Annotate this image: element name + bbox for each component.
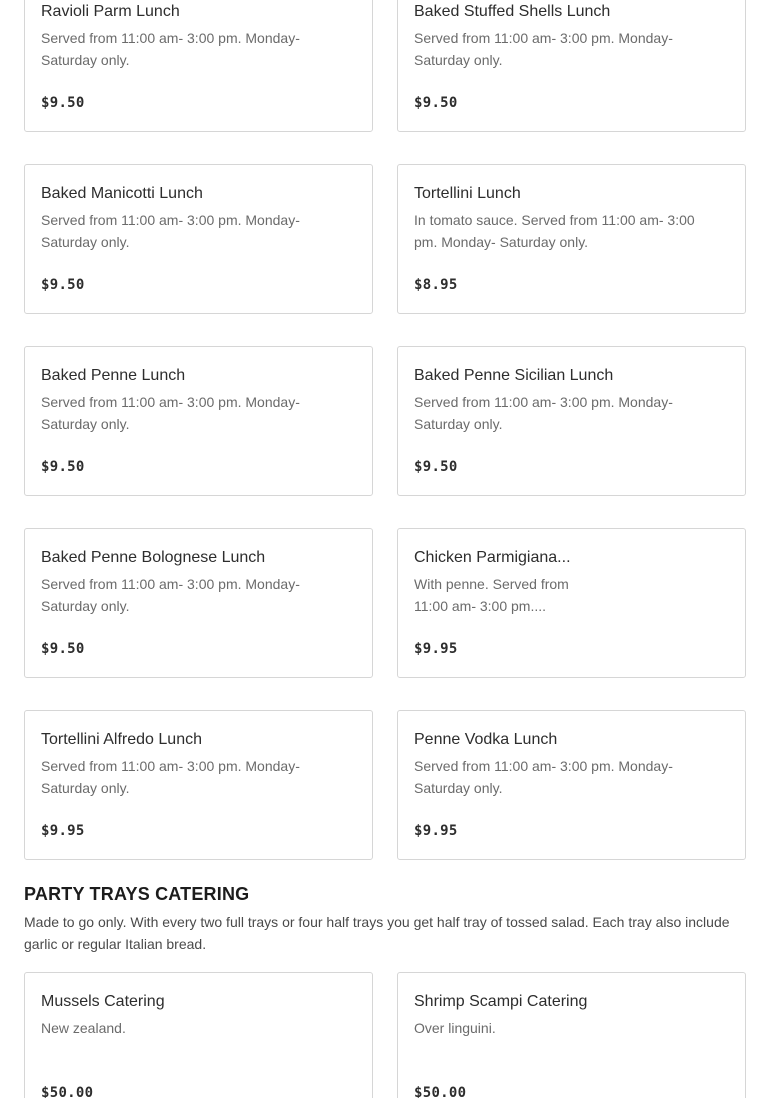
menu-item-card[interactable]	[24, 164, 373, 314]
menu-item-name: Baked Manicotti Lunch	[41, 185, 203, 202]
menu-item-price: $9.50	[414, 95, 458, 111]
menu-item-card[interactable]	[24, 346, 373, 496]
menu-item-description: Served from 11:00 am- 3:00 pm. Monday- Saturday only.	[414, 394, 673, 432]
menu-item-price: $9.95	[414, 641, 458, 657]
menu-item-price: $9.50	[41, 95, 85, 111]
menu-item-name: Baked Stuffed Shells Lunch	[414, 3, 611, 20]
menu-item-price: $9.50	[414, 459, 458, 475]
section-title: PARTY TRAYS CATERING	[24, 884, 250, 904]
menu-item-name: Mussels Catering	[41, 993, 165, 1010]
menu-item-price: $9.50	[41, 459, 85, 475]
menu-item-card[interactable]	[24, 0, 373, 132]
menu-item-card[interactable]	[24, 528, 373, 678]
menu-item-price: $50.00	[41, 1085, 94, 1098]
menu-item-description: Over linguini.	[414, 1020, 496, 1036]
menu-item-description: Served from 11:00 am- 3:00 pm. Monday- Saturday only.	[414, 30, 673, 68]
menu-item-price: $9.95	[41, 823, 85, 839]
menu-item-card[interactable]	[24, 972, 373, 1098]
menu-item-description: New zealand.	[41, 1020, 126, 1036]
menu-item-price: $8.95	[414, 277, 458, 293]
menu-item-card[interactable]	[397, 528, 746, 678]
menu-item-name: Baked Penne Sicilian Lunch	[414, 367, 614, 384]
menu-item-description: With penne. Served from 11:00 am- 3:00 pm....	[414, 576, 569, 614]
menu-item-description: Served from 11:00 am- 3:00 pm. Monday- Saturday only.	[41, 394, 300, 432]
menu-item-name: Ravioli Parm Lunch	[41, 3, 180, 20]
menu-item-description: Served from 11:00 am- 3:00 pm. Monday- Saturday only.	[414, 758, 673, 796]
menu-item-card[interactable]	[24, 710, 373, 860]
menu-item-description: Served from 11:00 am- 3:00 pm. Monday- Saturday only.	[41, 30, 300, 68]
menu-item-card[interactable]	[397, 710, 746, 860]
menu-item-card[interactable]	[397, 346, 746, 496]
menu-item-price: $50.00	[414, 1085, 467, 1098]
menu-item-description: Served from 11:00 am- 3:00 pm. Monday- Saturday only.	[41, 758, 300, 796]
menu-item-price: $9.95	[414, 823, 458, 839]
menu-item-price: $9.50	[41, 641, 85, 657]
menu-item-card[interactable]	[397, 164, 746, 314]
section-description: Made to go only. With every two full trays or four half trays you get half tray of tossed salad. Each tray also include garlic or regular Italian bread.	[24, 914, 730, 952]
menu-item-card[interactable]	[397, 972, 746, 1098]
menu-item-name: Baked Penne Bolognese Lunch	[41, 549, 266, 566]
menu-item-name: Tortellini Lunch	[414, 185, 521, 202]
menu-item-name: Chicken Parmigiana...	[414, 549, 571, 566]
menu-item-name: Tortellini Alfredo Lunch	[41, 731, 202, 748]
menu-item-name: Baked Penne Lunch	[41, 367, 186, 384]
menu-item-description: In tomato sauce. Served from 11:00 am- 3:00 pm. Monday- Saturday only.	[414, 212, 695, 250]
menu-item-description: Served from 11:00 am- 3:00 pm. Monday- Saturday only.	[41, 212, 300, 250]
menu-item-card[interactable]	[397, 0, 746, 132]
menu-item-name: Penne Vodka Lunch	[414, 731, 558, 748]
menu-item-description: Served from 11:00 am- 3:00 pm. Monday- Saturday only.	[41, 576, 300, 614]
menu-item-name: Shrimp Scampi Catering	[414, 993, 588, 1010]
menu-item-price: $9.50	[41, 277, 85, 293]
